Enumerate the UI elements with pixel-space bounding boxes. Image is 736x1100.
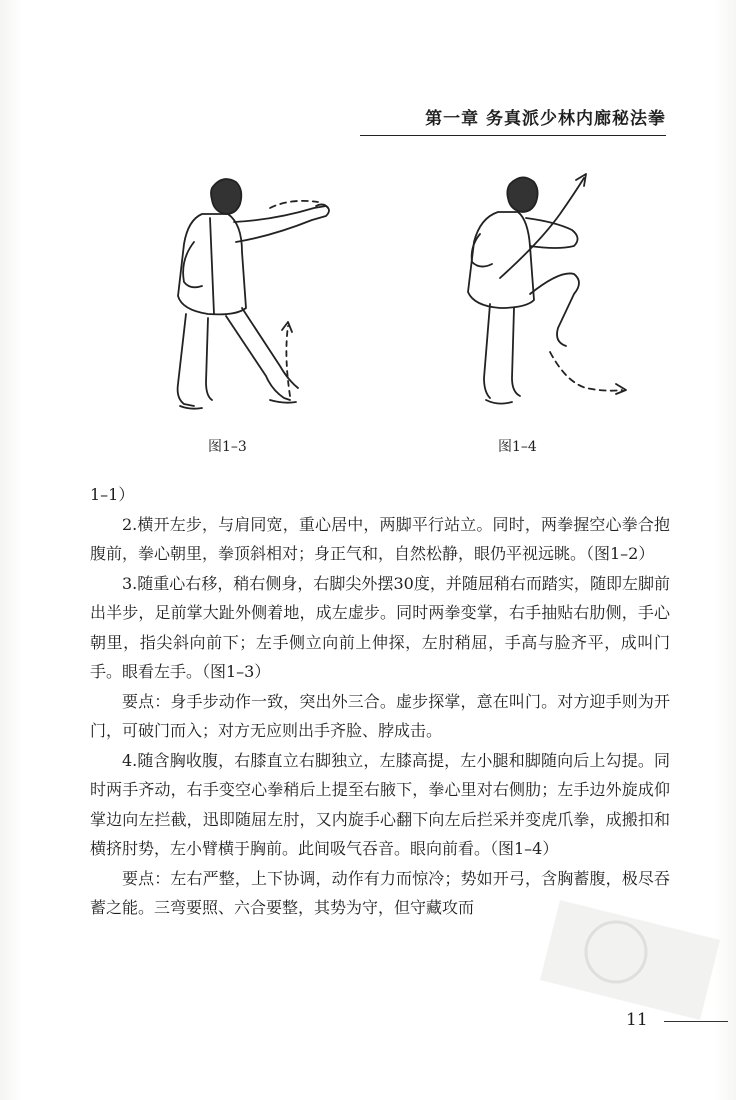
figure-caption: 图1–3 (208, 439, 247, 455)
paragraph: 1–1） (90, 485, 135, 504)
page-number: 11 (626, 1010, 648, 1030)
martial-arts-figure-knee-raise-icon (430, 168, 630, 418)
page-number-rule (664, 1021, 728, 1022)
paragraph: 4.随含胸收腹，右膝直立右脚独立，左膝高提，左小腿和脚随向后上勾提。同时两手齐动，右手变空心拳稍后上提至右腋下，拳心里对右侧肋；左手边外旋成仰掌边向左拦截，迅即随屈左肘，又内旋手心翻下向左后拦采并变虎爪拳，成搬扣和横挤肘势，左小臂横于胸前。此间吸气吞音。眼向前看。（图1–4） (90, 750, 670, 858)
paragraph: 要点：身手步动作一致，突出外三合。虚步探掌，意在叫门。对方迎手则为开门，可破门而入；对方无应则出手齐脸、脖成击。 (90, 691, 670, 740)
publisher-seal-watermark-icon (520, 880, 730, 1030)
paragraph: 3.随重心右移，稍右侧身，右脚尖外摆30度，并随屈稍右而踏实，随即左脚前出半步，足前掌大趾外侧着地，成左虚步。同时两拳变掌，右手抽贴右肋侧，手心朝里，指尖斜向前下；左手侧立向前上伸探，左肘稍屈，手高与脸齐平，成叫门手。眼看左手。（图1–3） (90, 573, 670, 681)
body-text (90, 480, 670, 923)
figure-caption: 图1–4 (498, 439, 537, 455)
paragraph: 要点：左右严整，上下协调，动作有力而惊冷；势如开弓，含胸蓄腹，极尽吞蓄之能。三弯要照、六合要整，其势为守，但守藏攻而 (90, 868, 670, 917)
running-header: 第一章 务真派少林内廊秘法拳 (360, 104, 666, 136)
paragraph: 2.横开左步，与肩同宽，重心居中，两脚平行站立。同时，两拳握空心拳合抱腹前，拳心朝里，拳顶斜相对；身正气和，自然松静，眼仍平视远眺。（图1–2） (90, 514, 670, 563)
martial-arts-figure-left-palm-icon (150, 168, 340, 418)
